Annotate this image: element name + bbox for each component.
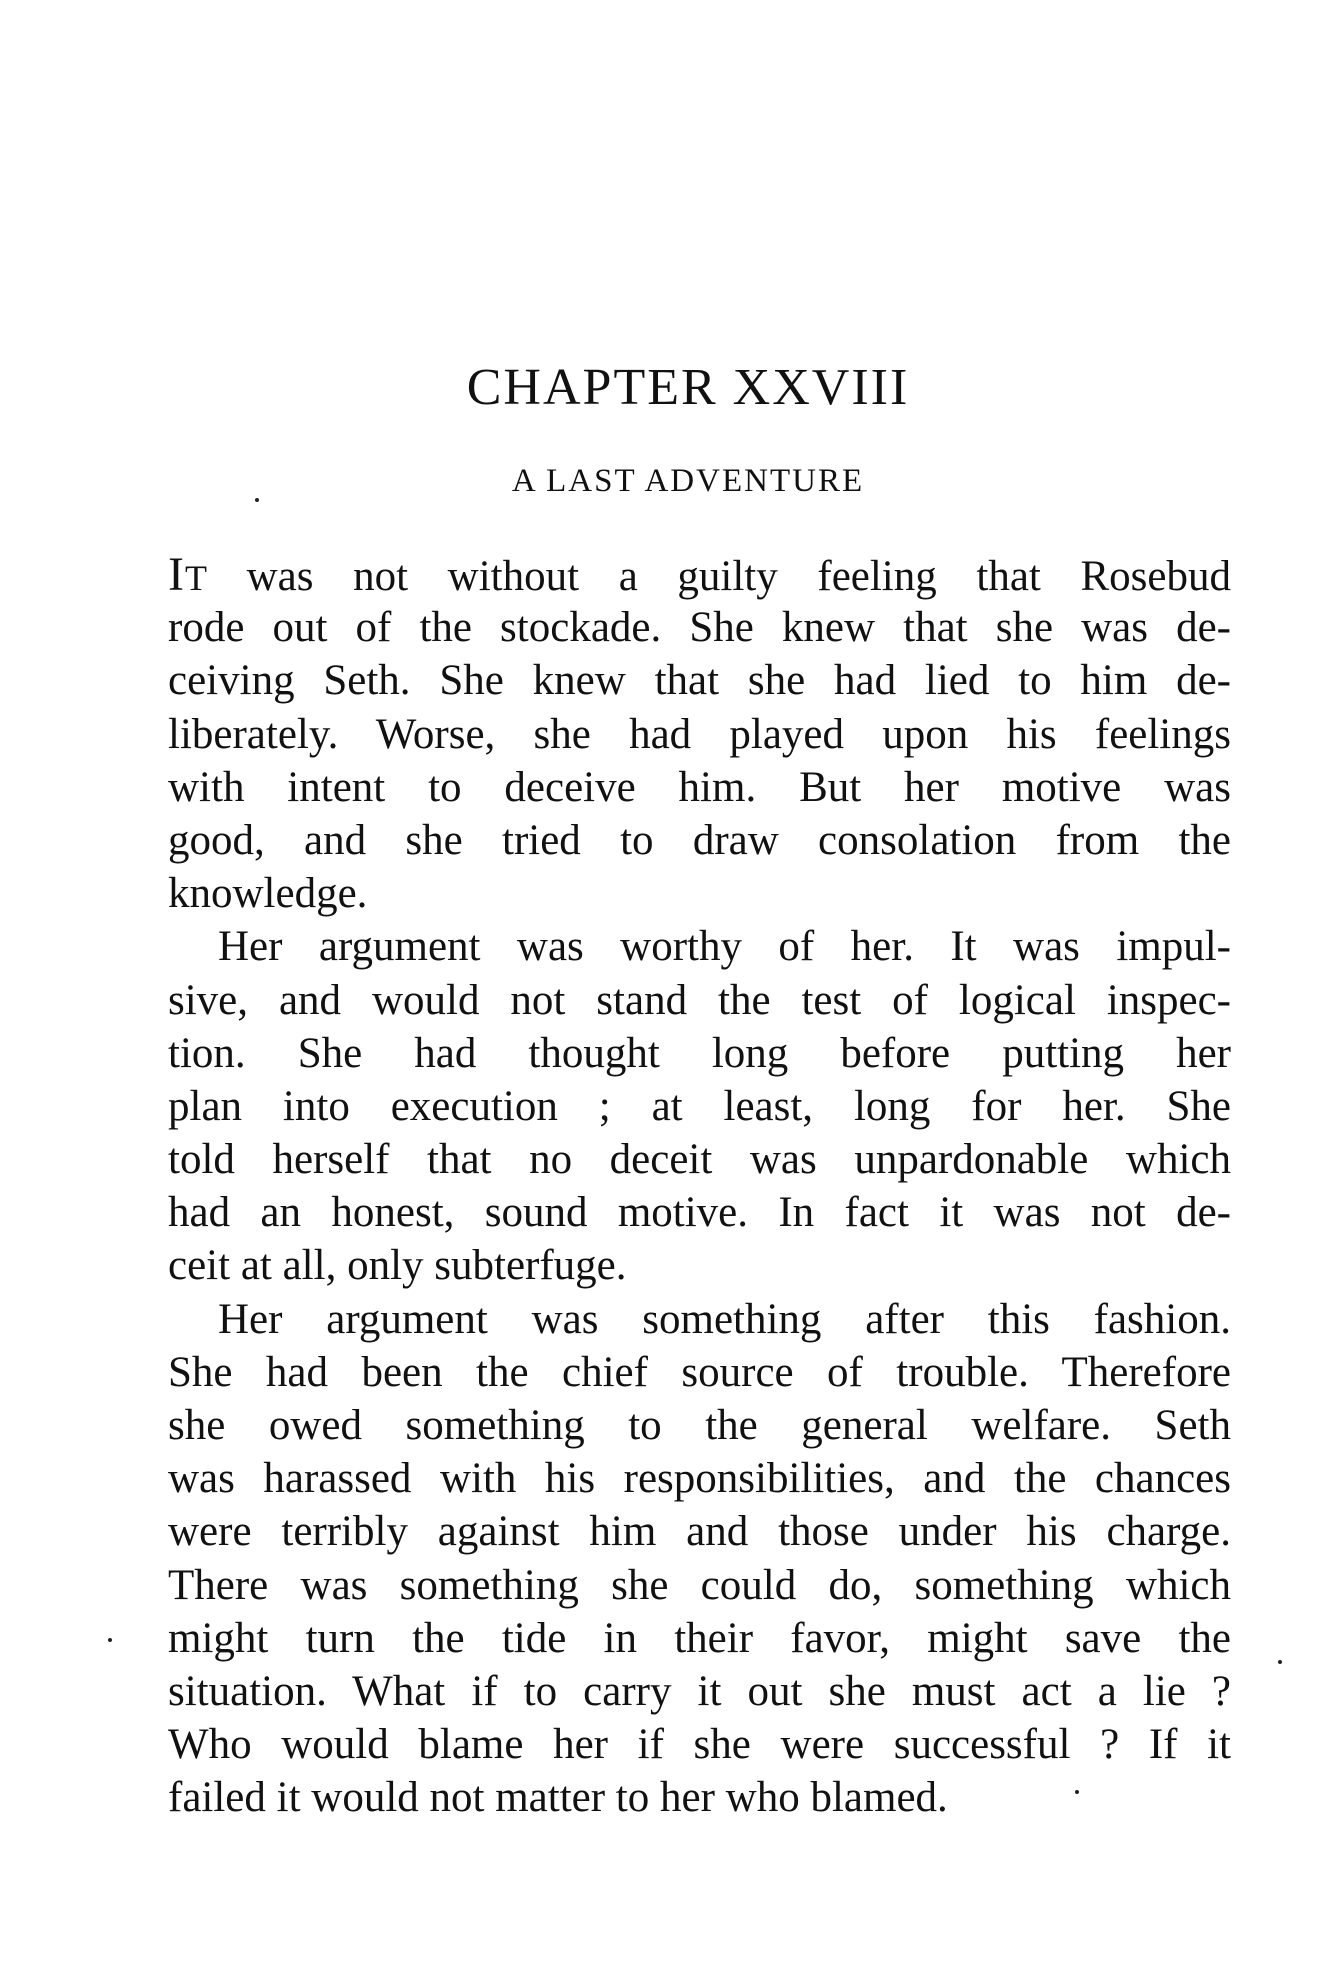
paragraph-line: ceiving Seth. She knew that she had lied to him de- — [168, 657, 1231, 705]
paragraph-line: good, and she tried to draw consolation from the — [168, 816, 1231, 864]
paragraph-line: was harassed with his responsibilities, and the chances — [168, 1455, 1231, 1503]
paragraph-line — [168, 548, 1231, 601]
chapter-subtitle: A LAST ADVENTURE — [511, 463, 865, 499]
paragraph-line: Her argument was something after this fashion. — [218, 1295, 1231, 1343]
paragraph-line: situation. What if to carry it out she must act a lie ? — [168, 1667, 1231, 1715]
line-text: was not without a guilty feeling that Rosebud — [206, 553, 1231, 600]
paragraph-line: liberately. Worse, she had played upon his feelings — [168, 710, 1231, 758]
paragraph-line: There was something she could do, something which — [168, 1561, 1231, 1609]
paragraph-line: sive, and would not stand the test of logical inspec- — [168, 976, 1231, 1024]
paragraph-line: told herself that no deceit was unpardonable which — [168, 1136, 1231, 1184]
small-cap: T — [184, 558, 207, 598]
chapter-title: CHAPTER XXVIII — [466, 359, 910, 416]
paragraph-line: had an honest, sound motive. In fact it was not de- — [168, 1189, 1231, 1237]
chapter-body — [168, 548, 1231, 1825]
paragraph-line: rode out of the stockade. She knew that she was de- — [168, 604, 1231, 652]
paragraph-line: knowledge. — [168, 870, 368, 918]
paragraph-line: might turn the tide in their favor, might save the — [168, 1614, 1231, 1662]
paragraph-line: ceit at all, only subterfuge. — [168, 1242, 627, 1290]
paragraph-line: were terribly against him and those under his charge. — [168, 1508, 1231, 1556]
paragraph-line: she owed something to the general welfare. Seth — [168, 1402, 1231, 1449]
paragraph-line: Who would blame her if she were successful ? If it — [168, 1721, 1231, 1769]
scan-speck — [1278, 1660, 1282, 1664]
paragraph-line: with intent to deceive him. But her motive was — [168, 763, 1231, 811]
paragraph-line: Her argument was worthy of her. It was impul- — [218, 923, 1231, 971]
paragraph-line: plan into execution ; at least, long for her. She — [168, 1082, 1231, 1130]
paragraph-line: She had been the chief source of trouble. Therefore — [168, 1348, 1231, 1396]
scan-speck — [255, 498, 259, 502]
paragraph-line: failed it would not matter to her who blamed. — [168, 1774, 948, 1822]
drop-cap: I — [168, 548, 185, 601]
scan-speck — [1075, 1790, 1079, 1794]
paragraph-line: tion. She had thought long before putting her — [168, 1029, 1231, 1077]
scan-speck — [108, 1638, 112, 1642]
